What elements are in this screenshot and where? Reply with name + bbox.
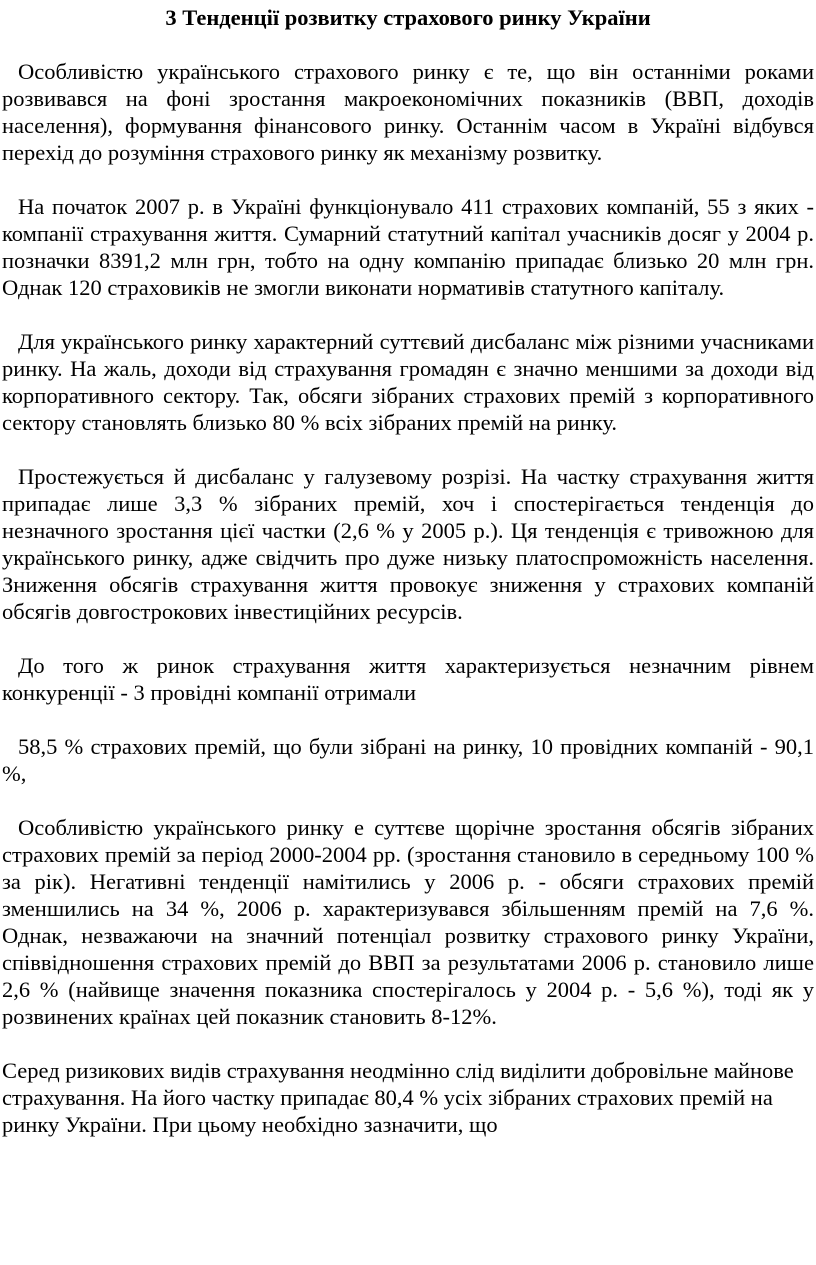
- paragraph-life-insurance-competition: До того ж ринок страхування життя характеризується незначним рівнем конкуренції - 3 провідні компанії отримали: [2, 653, 814, 705]
- paragraph-premium-growth: Особливістю українського ринку е суттєве щорічне зростання обсягів зібраних страхових премій за період 2000-2004 рр. (зростання становило в середньому 100 % за рік). Негативні тенденції намітились у 2006 р. - обсяги страхових премій зменшились на 34 %, 2006 р. характеризувався збільшенням премій на 7,6 %. Однак, незважаючи на значний потенціал розвитку страхового ринку України, співвідношення страхових премій до ВВП за результатами 2006 р. становило лише 2,6 % (найвище значення показника спостерігалось у 2004 р. - 5,6 %), тоді як у розвинених країнах цей показник становить 8-12%.: [2, 815, 814, 1029]
- paragraph-market-features: Особливістю українського страхового ринку є те, що він останніми роками розвивався на фоні зростання макроекономічних показників (ВВП, доходів населення), формування фінансового ринку. Останнім часом в Україні відбувся перехід до розуміння страхового ринку як механізму розвитку.: [2, 59, 814, 165]
- paragraph-companies-count: На початок 2007 р. в Україні функціонувало 411 страхових компаній, 55 з яких - компанії страхування життя. Сумарний статутний капітал учасників досяг у 2004 р. позначки 8391,2 млн грн, тобто на одну компанію припадає близько 20 млн грн. Однак 120 страховиків не змогли виконати нормативів статутного капіталу.: [2, 194, 814, 300]
- paragraph-property-insurance: Серед ризикових видів страхування неодмінно слід виділити добровільне майнове страхування. На його частку припадає 80,4 % усіх зібраних страхових премій на ринку України. При цьому необхідно зазначити, що: [2, 1058, 794, 1137]
- section-title: 3 Тенденції розвитку страхового ринку України: [165, 5, 651, 30]
- paragraph-market-imbalance: Для українського ринку характерний суттєвий дисбаланс між різними учасниками ринку. На жаль, доходи від страхування громадян є значно меншими за доходи від корпоративного сектору. Так, обсяги зібраних страхових премій з корпоративного сектору становлять близько 80 % всіх зібраних премій на ринку.: [2, 329, 814, 435]
- paragraph-leading-companies-share: 58,5 % страхових премій, що були зібрані на ринку, 10 провідних компаній - 90,1 %,: [2, 734, 814, 786]
- paragraph-sector-imbalance: Простежується й дисбаланс у галузевому розрізі. На частку страхування життя припадає лише 3,3 % зібраних премій, хоч і спостерігається тенденція до незначного зростання цієї частки (2,6 % у 2005 р.). Ця тенденція є тривожною для українського ринку, адже свідчить про дуже низьку платоспроможність населення. Зниження обсягів страхування життя провокує зниження у страхових компаній обсягів довгострокових інвестиційних ресурсів.: [2, 464, 814, 624]
